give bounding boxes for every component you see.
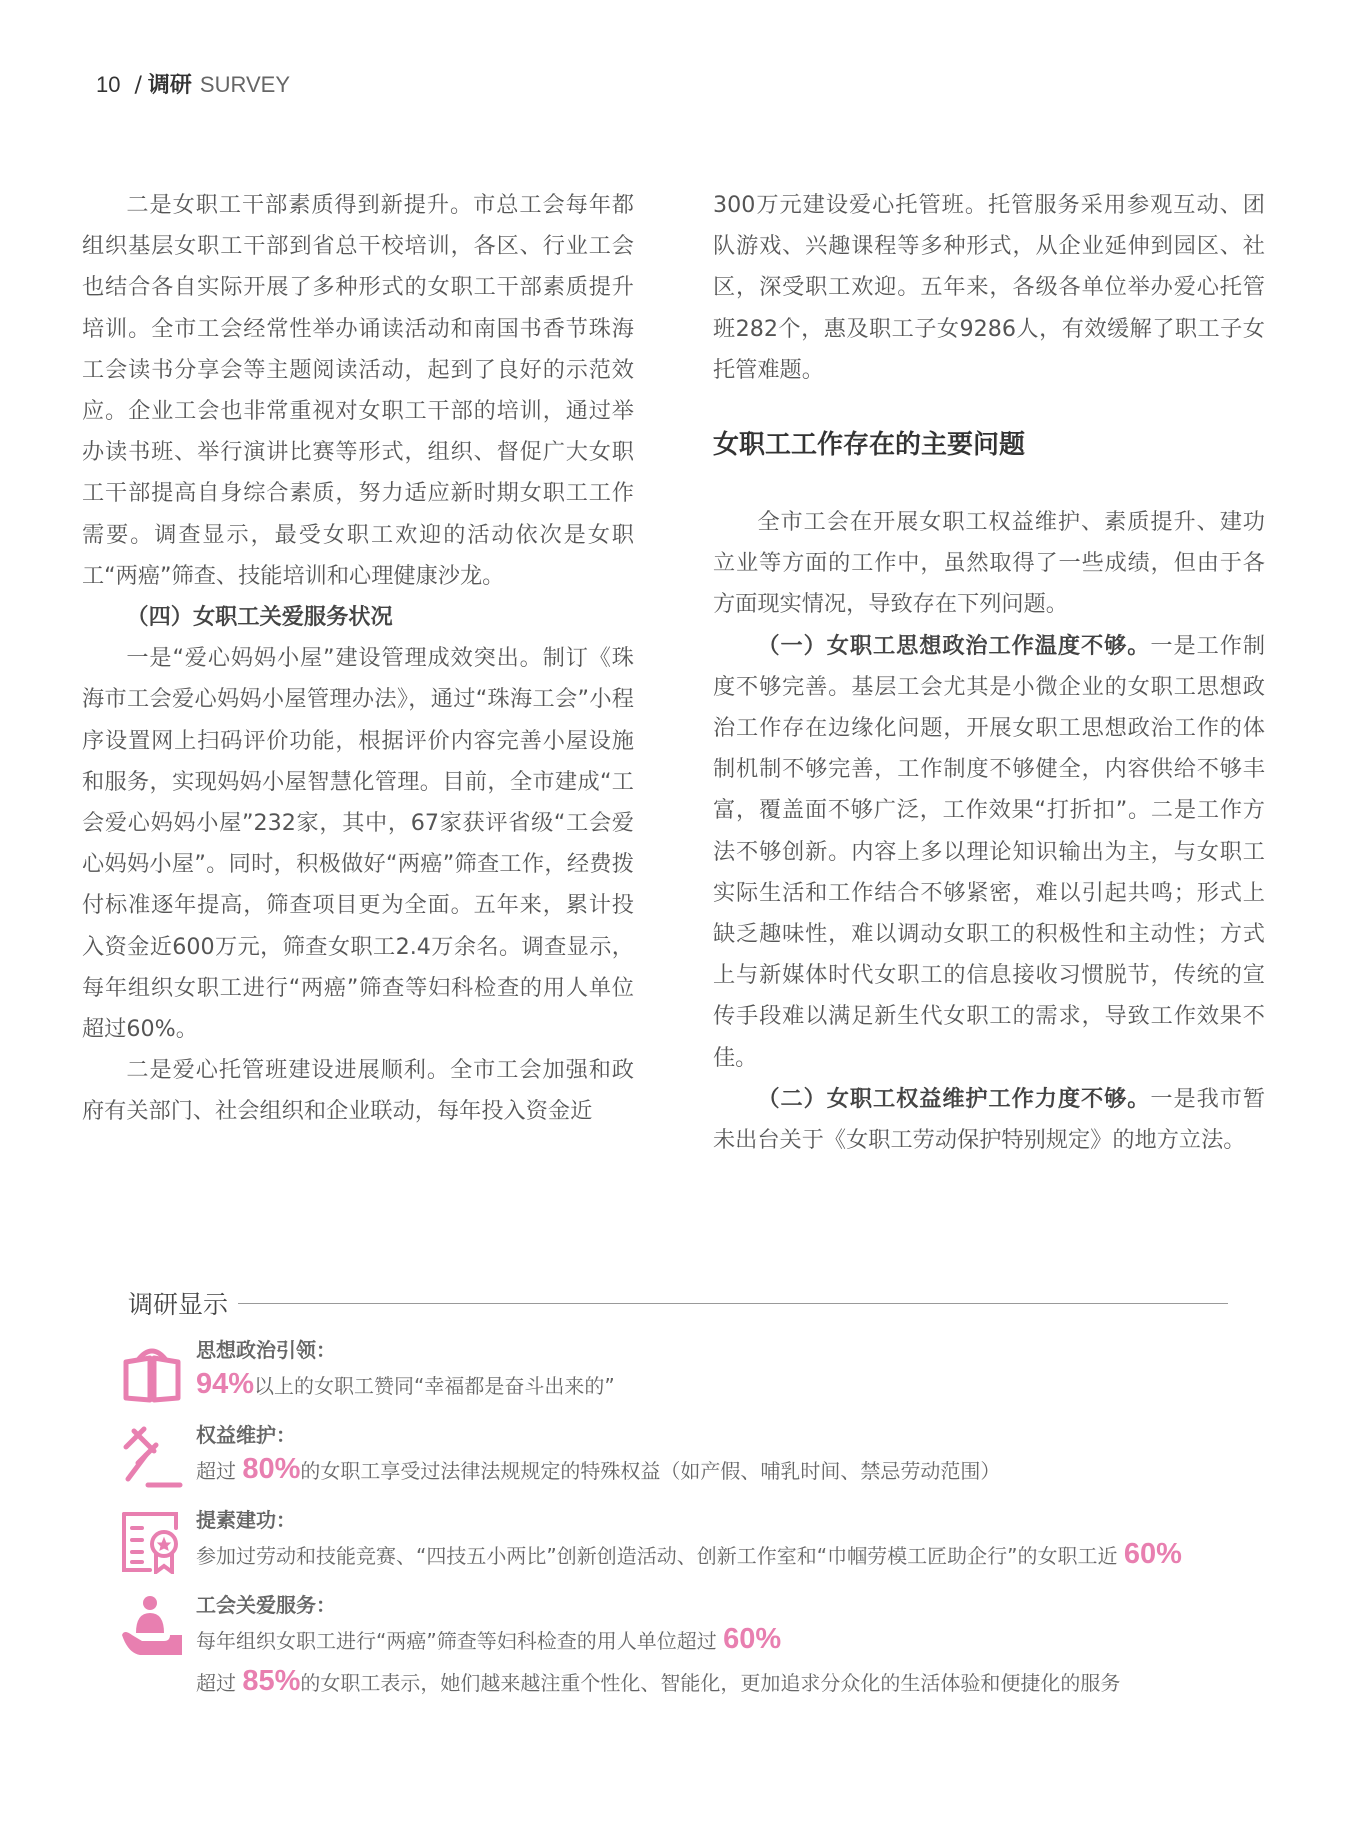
item-title: 提素建功： — [196, 1508, 296, 1532]
page-header — [96, 68, 290, 99]
care-hand-icon — [120, 1595, 184, 1659]
line-text: 的女职工享受过法律法规规定的特殊权益（如产假、哺乳时间、禁忌劳动范围） — [300, 1459, 1001, 1483]
book-icon — [120, 1340, 184, 1404]
paragraph: 300万元建设爱心托管班。托管服务采用参观互动、团队游戏、兴趣课程等多种形式，从企业延伸到园区、社区，深受职工欢迎。五年来，各级各单位举办爱心托管班282个，惠及职工子女9286人，有效缓解了职工子女托管难题。 — [713, 192, 1265, 383]
percentage: 60% — [723, 1623, 782, 1655]
line-text: 超过 — [196, 1671, 243, 1695]
item-line — [196, 1534, 1182, 1576]
survey-item — [120, 1421, 1250, 1501]
gavel-icon — [120, 1425, 184, 1489]
item-title: 工会关爱服务： — [196, 1593, 336, 1617]
header-slash: / — [134, 73, 142, 98]
divider — [238, 1303, 1228, 1304]
survey-item — [120, 1591, 1250, 1701]
survey-item — [120, 1336, 1250, 1416]
percentage: 85% — [242, 1665, 301, 1697]
percentage: 80% — [242, 1453, 301, 1485]
survey-heading — [128, 1285, 1228, 1321]
paragraph — [713, 1079, 1265, 1161]
paragraph-lead: （二）女职工权益维护工作力度不够。 — [757, 1085, 1151, 1112]
section-title: 女职工工作存在的主要问题 — [713, 430, 1026, 461]
paragraph-body: 一是工作制度不够完善。基层工会尤其是小微企业的女职工思想政治工作存在边缘化问题，开展女职工思想政治工作的体制机制不够完善，工作制度不够健全，内容供给不够丰富，覆盖面不够广泛，工作效果“打折扣”。二是工作方法不够创新。内容上多以理论知识输出为主，与女职工实际生活和工作结合不够紧密，难以引起共鸣；形式上缺乏趣味性，难以调动女职工的积极性和主动性；方式上与新媒体时代女职工的信息接收习惯脱节，传统的宣传手段难以满足新生代女职工的需求，导致工作效果不佳。 — [713, 632, 1266, 1071]
paragraph: 二是爱心托管班建设进展顺利。全市工会加强和政府有关部门、社会组织和企业联动，每年投入资金近 — [82, 1057, 634, 1125]
paragraph-lead: （一）女职工思想政治工作温度不够。 — [757, 632, 1151, 659]
item-line — [196, 1364, 615, 1406]
survey-item — [120, 1506, 1250, 1586]
subheading: （四）女职工关爱服务状况 — [126, 604, 393, 631]
right-column — [713, 185, 1265, 1161]
paragraph: 全市工会在开展女职工权益维护、素质提升、建功立业等方面的工作中，虽然取得了一些成绩，但由于各方面现实情况，导致存在下列问题。 — [713, 509, 1265, 618]
line-text: 以上的女职工赞同“幸福都是奋斗出来的” — [254, 1374, 615, 1398]
item-title: 权益维护： — [196, 1423, 296, 1447]
percentage: 94% — [196, 1368, 255, 1400]
paragraph — [713, 626, 1265, 1079]
item-line — [196, 1449, 1000, 1491]
line-text: 的女职工表示，她们越来越注重个性化、智能化，更加追求分众化的生活体验和便捷化的服务 — [300, 1671, 1121, 1695]
line-text: 超过 — [196, 1459, 243, 1483]
paragraph-body: 一是我市暂未出台关于《女职工劳动保护特别规定》的地方立法。 — [713, 1085, 1266, 1154]
item-title: 思想政治引领： — [196, 1338, 336, 1362]
line-text: 每年组织女职工进行“两癌”筛查等妇科检查的用人单位超过 — [196, 1629, 724, 1653]
item-line — [196, 1661, 1120, 1703]
survey-title: 调研显示 — [128, 1290, 229, 1319]
line-text: 参加过劳动和技能竞赛、“四技五小两比”创新创造活动、创新工作室和“巾帼劳模工匠助企行”的女职工近 — [196, 1544, 1124, 1568]
percentage: 60% — [1123, 1538, 1182, 1570]
section-label-en: SURVEY — [199, 72, 290, 97]
item-line — [196, 1619, 1120, 1661]
paragraph: 一是“爱心妈妈小屋”建设管理成效突出。制订《珠海市工会爱心妈妈小屋管理办法》，通过“珠海工会”小程序设置网上扫码评价功能，根据评价内容完善小屋设施和服务，实现妈妈小屋智慧化管理。目前，全市建成“工会爱心妈妈小屋”232家，其中，67家获评省级“工会爱心妈妈小屋”。同时，积极做好“两癌”筛查工作，经费拨付标准逐年提高，筛查项目更为全面。五年来，累计投入资金近600万元，筛查女职工2.4万余名。调查显示，每年组织女职工进行“两癌”筛查等妇科检查的用人单位超过60%。 — [82, 645, 634, 1043]
section-label-cn: 调研 — [147, 73, 192, 98]
paragraph: 二是女职工干部素质得到新提升。市总工会每年都组织基层女职工干部到省总干校培训，各区、行业工会也结合各自实际开展了多种形式的女职工干部素质提升培训。全市工会经常性举办诵读活动和南国书香节珠海工会读书分享会等主题阅读活动，起到了良好的示范效应。企业工会也非常重视对女职工干部的培训，通过举办读书班、举行演讲比赛等形式，组织、督促广大女职工干部提高自身综合素质，努力适应新时期女职工工作需要。调查显示，最受女职工欢迎的活动依次是女职工“两癌”筛查、技能培训和心理健康沙龙。 — [82, 192, 634, 589]
certificate-icon — [120, 1510, 184, 1574]
page-number: 10 — [96, 72, 121, 97]
left-column — [82, 185, 634, 1133]
